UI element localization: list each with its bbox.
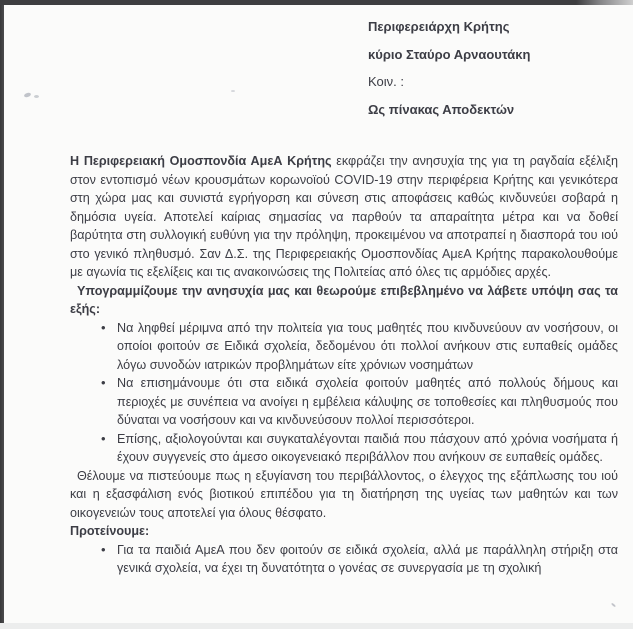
cc-value: Ως πίνακας Αποδεκτών (368, 101, 515, 117)
recipient-block (368, 13, 531, 123)
scan-smudge (24, 92, 32, 98)
proposal-item: • Για τα παιδιά ΑμεΑ που δεν φοιτούν σε ειδικά σχολεία, αλλά με παράλληλη στήριξη στα γενικά σχολεία, να έχει τη δυνατότητα ο γονέας σε συνεργασία με τη σχολική (70, 541, 618, 578)
opening-paragraph (70, 152, 618, 282)
letter-body (70, 152, 618, 578)
opening-paragraph-rest: εκφράζει την ανησυχία της για τη ραγδαία εξέλιξη στον εντοπισμό νέων κρουσμάτων κορωνοϊού COVID-19 στην περιφέρεια Κρήτης και γενικότερα στη χώρα μας και συνιστά εγρήγορση και σύνεση στις αποφάσεις καθώς κινδυνεύει σοβαρά η δημόσια υγεία. Αποτελεί καίριας σημασίας να παρθούν τα απαραίτητα μέτρα και να δοθεί βαρύτητα στη συλλογική ευθύνη για την πρόληψη, προκειμένου να αποτραπεί η διασπορά του ιού στο γενικό πληθυσμό. Σαν Δ.Σ. της Περιφερειακής Ομοσπονδίας ΑμεΑ Κρήτης παρακολουθούμε με αγωνία τις εξελίξεις και τις ανακοινώσεις της Πολιτείας από όλες τις αρμόδιες αρχές. (70, 154, 618, 279)
concern-item: • Επίσης, αξιολογούνται και συγκαταλέγονται παιδιά που πάσχουν από χρόνια νοσήματα ή έχουν συγγενείς στο άμεσο οικογενειακό περιβάλλον που ανήκουν σε ευπαθείς ομάδες. (70, 430, 618, 467)
scan-smudge (34, 95, 39, 98)
proposals-list (70, 541, 618, 578)
propose-heading: Προτείνουμε: (70, 524, 150, 538)
scan-smudge (231, 90, 235, 92)
emphasis-paragraph: Υπογραμμίζουμε την ανησυχία μας και θεωρούμε επιβεβλημένο να λάβετε υπόψη σας τα εξής: (70, 283, 618, 316)
scan-edge-top (0, 0, 633, 5)
concern-item: • Να επισημάνουμε ότι στα ειδικά σχολεία φοιτούν μαθητές από πολλούς δήμους και περιοχές με συνέπεια να ανοίγει η εμβέλεια κάλυψης σε τοποθεσίες και πληθυσμούς που δύναται να νοσήσουν και να κινδυνεύσουν πολλοί περισσότεροι. (70, 374, 618, 430)
scan-edge-bottom (0, 623, 633, 629)
closing-paragraph: Θέλουμε να πιστεύουμε πως η εξυγίανση του περιβάλλοντος, ο έλεγχος της εξάπλωσης του ιού και η εξασφάλιση ενός βιοτικού επιπέδου για τη διατήρηση της υγείας των μαθητών και των οικογενειών τους αποτελεί για όλους θέσφατο. (70, 468, 618, 520)
recipient-name: κύριο Σταύρο Αρναουτάκη (368, 46, 531, 62)
opening-paragraph-lead: Η Περιφερειακή Ομοσπονδία ΑμεΑ Κρήτης (70, 154, 332, 168)
scan-smudge (611, 603, 616, 608)
recipient-title: Περιφερειάρχη Κρήτης (368, 19, 510, 34)
concern-item: • Να ληφθεί μέριμνα από την πολιτεία για τους μαθητές που κινδυνεύουν αν νοσήσουν, οι οποίοι φοιτούν σε Ειδικά σχολεία, δεδομένου ότι πολλοί ανήκουν στις ευπαθείς ομάδες λόγω συνοδών ιατρικών προβλημάτων είτε χρόνιων νοσημάτων (70, 319, 618, 375)
cc-label: Κοιν. : (368, 74, 404, 90)
concerns-list (70, 319, 618, 467)
scan-edge-left (0, 0, 4, 629)
